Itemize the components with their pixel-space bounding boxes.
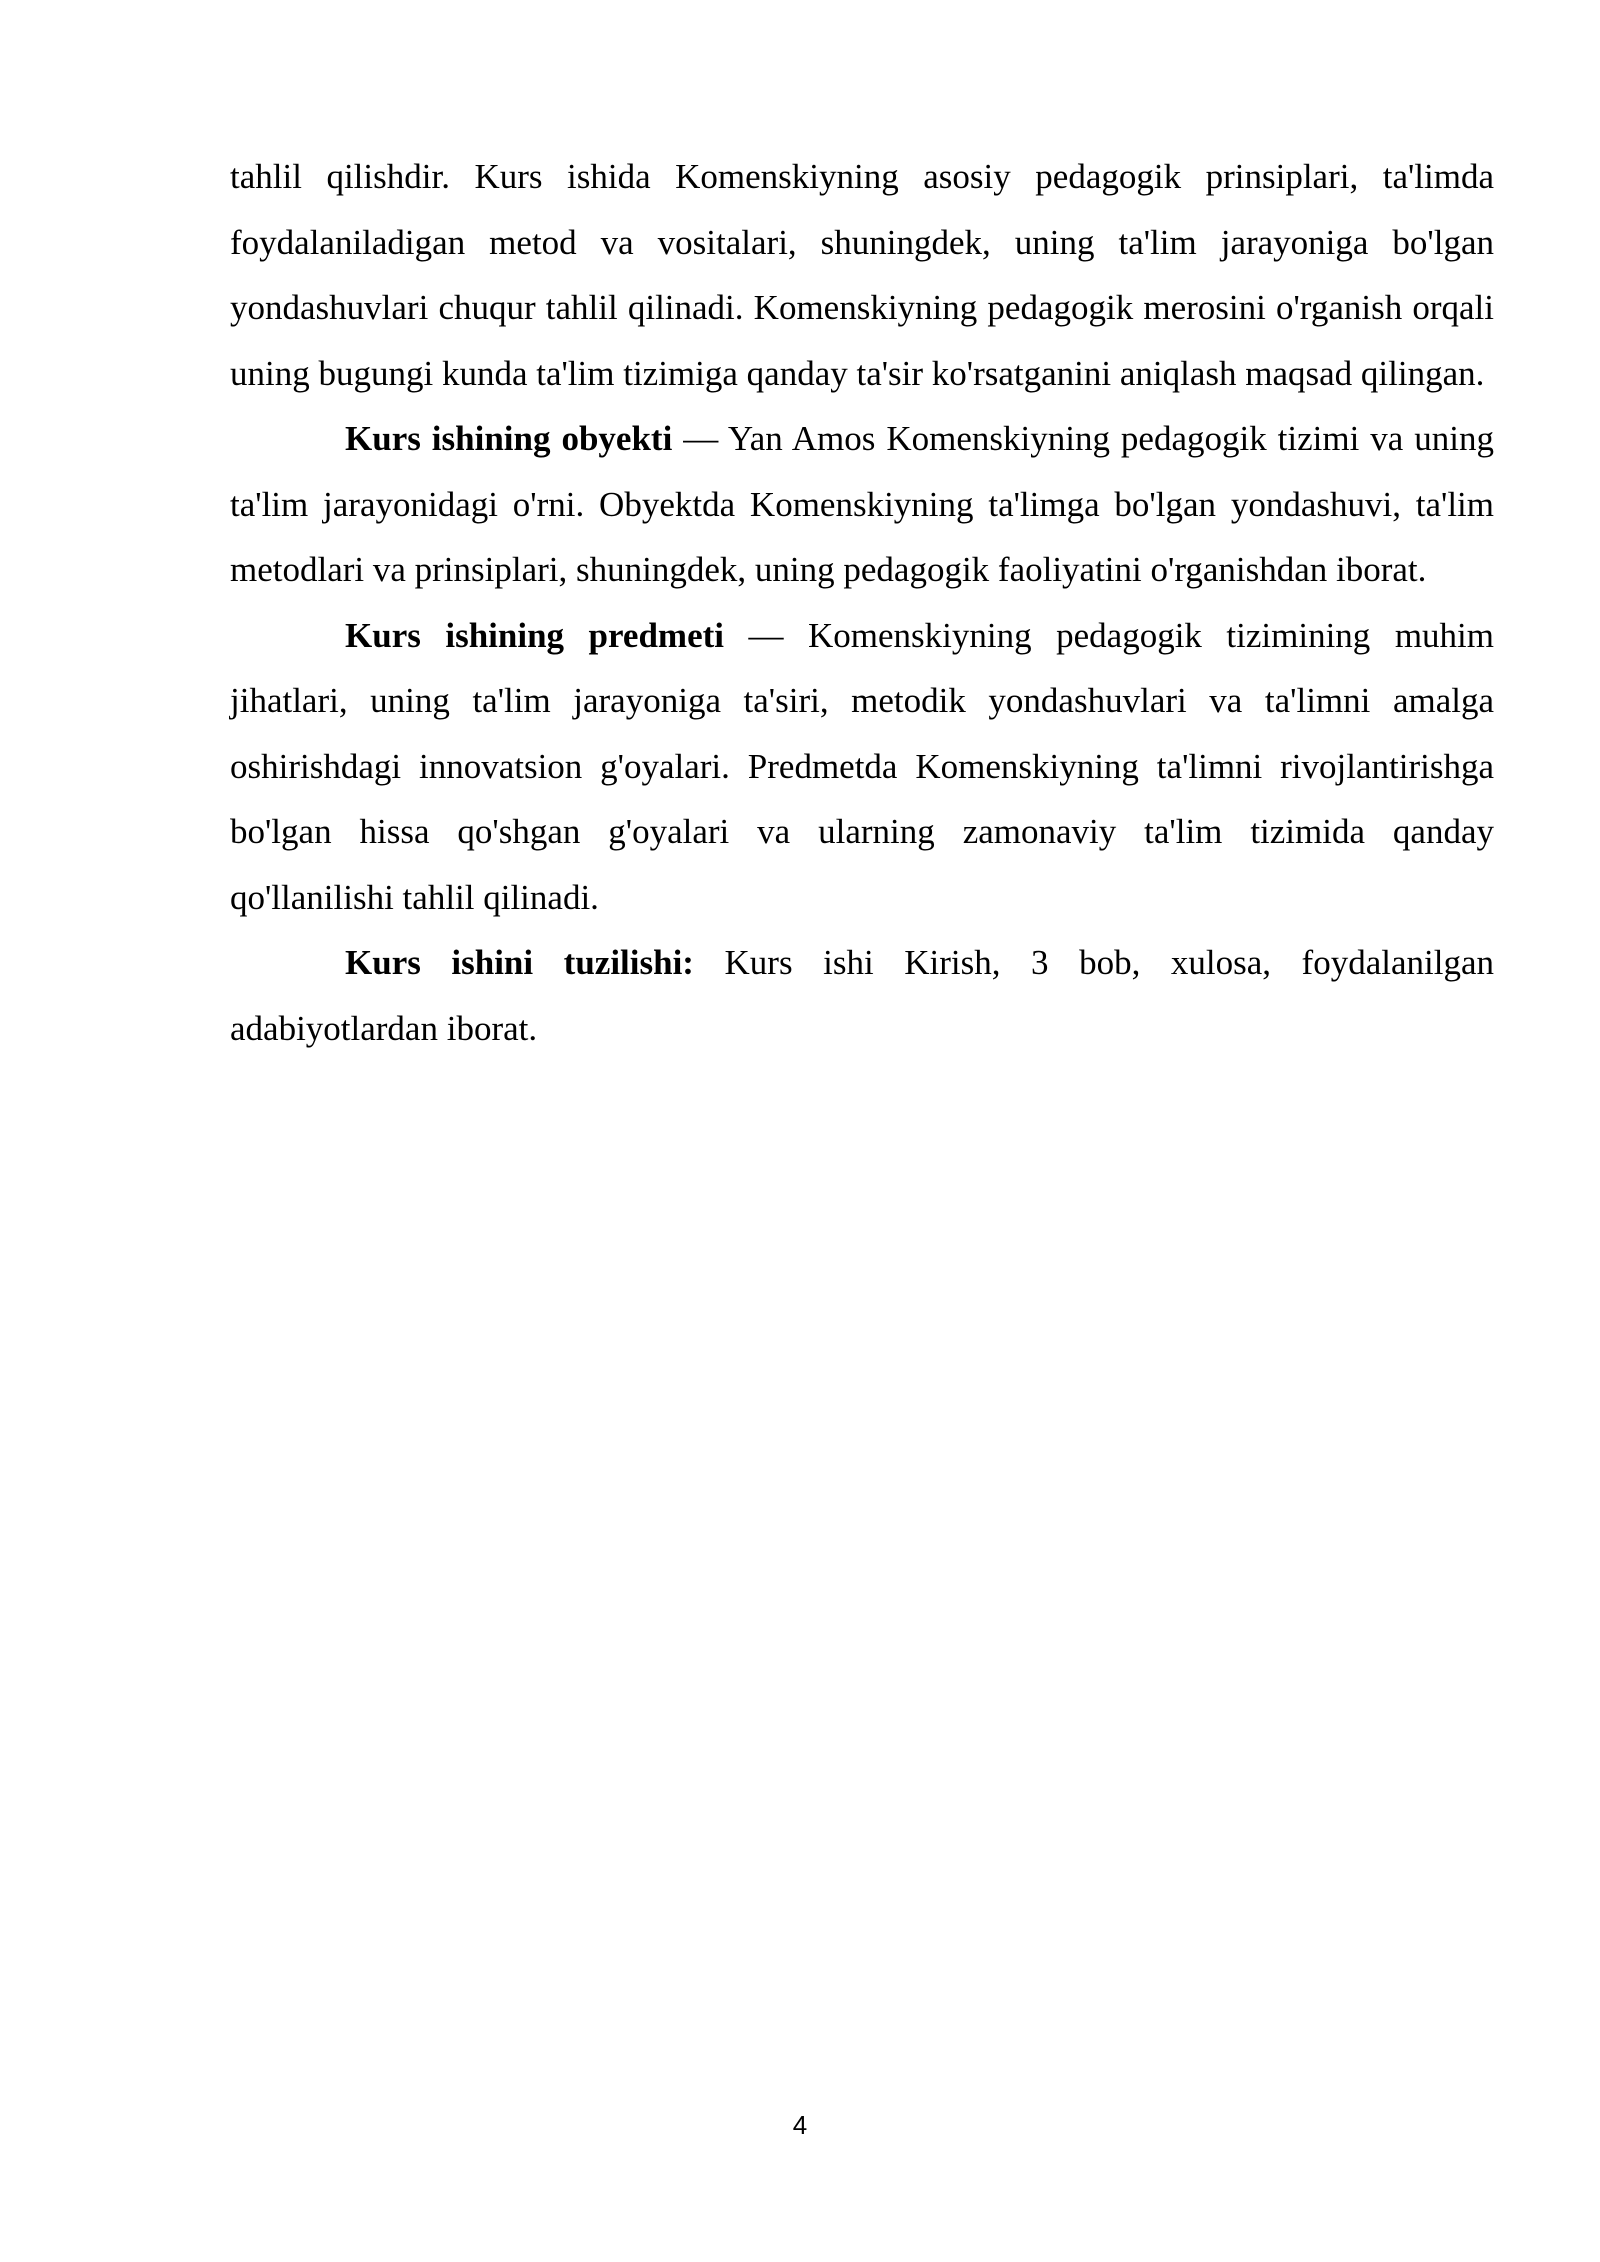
paragraph-intro-continuation: [230, 144, 1494, 406]
paragraph-heading: Kurs ishini tuzilishi:: [345, 943, 694, 982]
page-content: [230, 144, 1494, 1061]
paragraph-subject: [230, 603, 1494, 931]
paragraph-structure: [230, 930, 1494, 1061]
paragraph-object: [230, 406, 1494, 603]
paragraph-heading: Kurs ishining predmeti: [345, 615, 724, 655]
paragraph-heading: Kurs ishining obyekti: [345, 419, 673, 458]
paragraph-text: Kurs ishi Kirish, 3 bob, xulosa, foydalanilgan adabiyotlardan iborat.: [230, 943, 1494, 1048]
paragraph-text: tahlil qilishdir. Kurs ishida Komenskiyning asosiy pedagogik prinsiplari, ta'limda foydalaniladigan metod va vositalari, shuningdek, uning ta'lim jarayoniga bo'lgan yondashuvlari chuqur tahlil qilinadi. Komenskiyning pedagogik merosini o'rganish orqali uning bugungi kunda ta'lim tizimiga qanday ta'sir ko'rsatganini aniqlash maqsad qilingan.: [230, 157, 1494, 393]
page-number: 4: [792, 2110, 808, 2140]
paragraph-text: — Komenskiyning pedagogik tizimining muhim jihatlari, uning ta'lim jarayoniga ta'siri, metodik yondashuvlari va ta'limni amalga oshirishdagi innovatsion g'oyalari. Predmetda Komenskiyning ta'limni rivojlantirishga bo'lgan hissa qo'shgan g'oyalari va ularning zamonaviy ta'lim tizimida qanday qo'llanilishi tahlil qilinadi.: [230, 615, 1494, 917]
paragraph-text: — Yan Amos Komenskiyning pedagogik tizimi va uning ta'lim jarayonidagi o'rni. Obyektda Komenskiyning ta'limga bo'lgan yondashuvi, ta'lim metodlari va prinsiplari, shuningdek, uning pedagogik faoliyatini o'rganishdan iborat.: [230, 419, 1494, 589]
